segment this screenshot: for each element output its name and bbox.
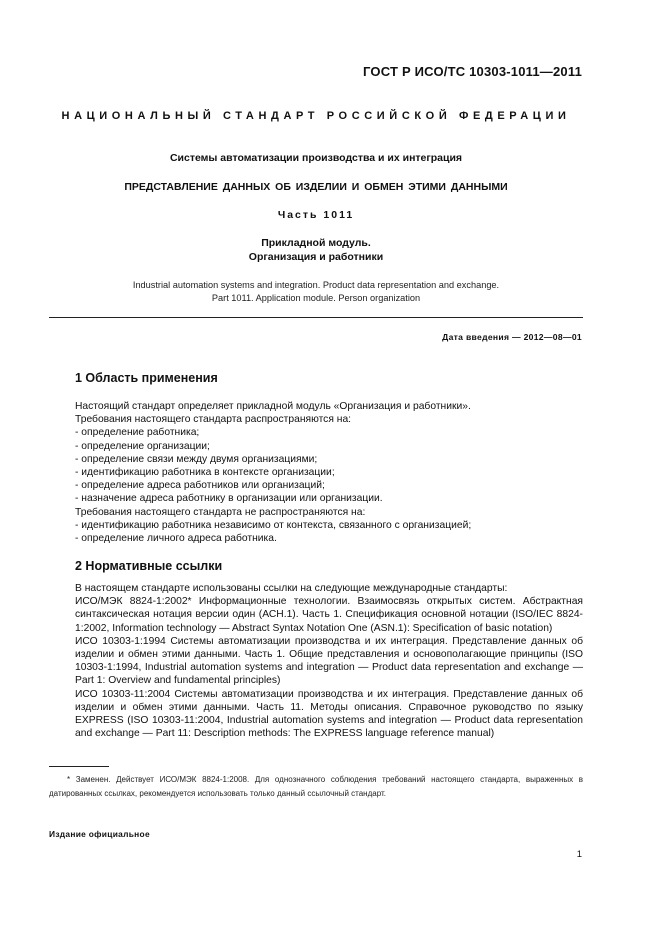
section-1-list-item: - определение связи между двумя организациями; [75, 453, 318, 465]
section-2-reference: ИСО 10303-1:1994 Системы автоматизации производства и их интеграция. Представление данных об изделии и обмен этими данными. Часть 1. Общие представления и основополагающие принципы (ISO 10303-1:1994, Industrial automation systems and integration — Product data representation and exchange — Part 1: Overview and fundamental principles) [75, 635, 583, 687]
header-divider [49, 317, 583, 318]
english-title-line-1: Industrial automation systems and integration. Product data representation and exchange. [132, 280, 500, 290]
document-code: ГОСТ Р ИСО/ТС 10303-1011—2011 [363, 64, 582, 79]
section-1-heading: 1 Область применения [75, 371, 218, 385]
section-1-list-item: - идентификацию работника независимо от контекста, связанного с организацией; [75, 519, 472, 531]
title-line-1: Системы автоматизации производства и их интеграция [169, 152, 463, 164]
section-2-paragraph: В настоящем стандарте использованы ссылки на следующие международные стандарты: [75, 583, 508, 594]
introduction-date: Дата введения — 2012—08—01 [442, 332, 582, 342]
section-1-list-item: - определение организации; [75, 440, 210, 452]
section-1-list-item: - определение работника; [75, 427, 200, 439]
section-1-list-item: - определение личного адреса работника. [75, 533, 277, 545]
footnote-divider [49, 766, 109, 767]
section-2-heading: 2 Нормативные ссылки [75, 559, 223, 573]
section-2-reference: ИСО/МЭК 8824-1:2002* Информационные технологии. Взаимосвязь открытых систем. Абстрактная синтаксическая нотация версии один (АСН.1). Часть 1. Спецификация основной нотации (ISO/IEC 8824-1:2002, Information technology — Abstract Syntax Notation One (ASN.1): Specification of basic notation) [75, 596, 583, 634]
module-title-line-1: Прикладной модуль. [261, 237, 371, 249]
section-2-body [75, 582, 583, 740]
section-1-body [75, 400, 583, 545]
section-1-line: Требования настоящего стандарта не распространяются на: [75, 506, 366, 518]
title-line-2: ПРЕДСТАВЛЕНИЕ ДАННЫХ ОБ ИЗДЕЛИИ И ОБМЕН ЭТИМИ ДАННЫМИ [124, 181, 508, 193]
module-title-line-2: Организация и работники [248, 251, 384, 263]
national-standard-banner: НАЦИОНАЛЬНЫЙ СТАНДАРТ РОССИЙСКОЙ ФЕДЕРАЦИИ [61, 110, 571, 122]
footnote-text: * Заменен. Действует ИСО/МЭК 8824-1:2008. Для однозначного соблюдения требований настоящего стандарта, выраженных в датированных ссылках, рекомендуется использовать только данный ссылочный стандарт. [49, 775, 583, 798]
english-title [49, 279, 583, 305]
footnote [49, 773, 583, 801]
section-2-reference: ИСО 10303-11:2004 Системы автоматизации производства и их интеграция. Представление данных об изделии и обмен этими данными. Часть 11. Методы описания. Справочное руководство по языку EXPRESS (ISO 10303-11:2004, Industrial automation systems and integration — Product data representation and exchange — Part 11: Description methods: The EXPRESS language reference manual) [75, 688, 583, 740]
section-1-line: Настоящий стандарт определяет прикладной модуль «Организация и работники». [75, 401, 471, 412]
page-number: 1 [576, 849, 582, 860]
part-number: Часть 1011 [277, 209, 355, 221]
section-1-list-item: - идентификацию работника в контексте организации; [75, 467, 335, 479]
section-1-list-item: - назначение адреса работнику в организации или организации. [75, 493, 383, 505]
section-1-line: Требования настоящего стандарта распространяются на: [75, 414, 352, 426]
english-title-line-2: Part 1011. Application module. Person organization [211, 293, 421, 303]
section-1-list-item: - определение адреса работников или организаций; [75, 480, 325, 492]
edition-label: Издание официальное [49, 829, 150, 839]
